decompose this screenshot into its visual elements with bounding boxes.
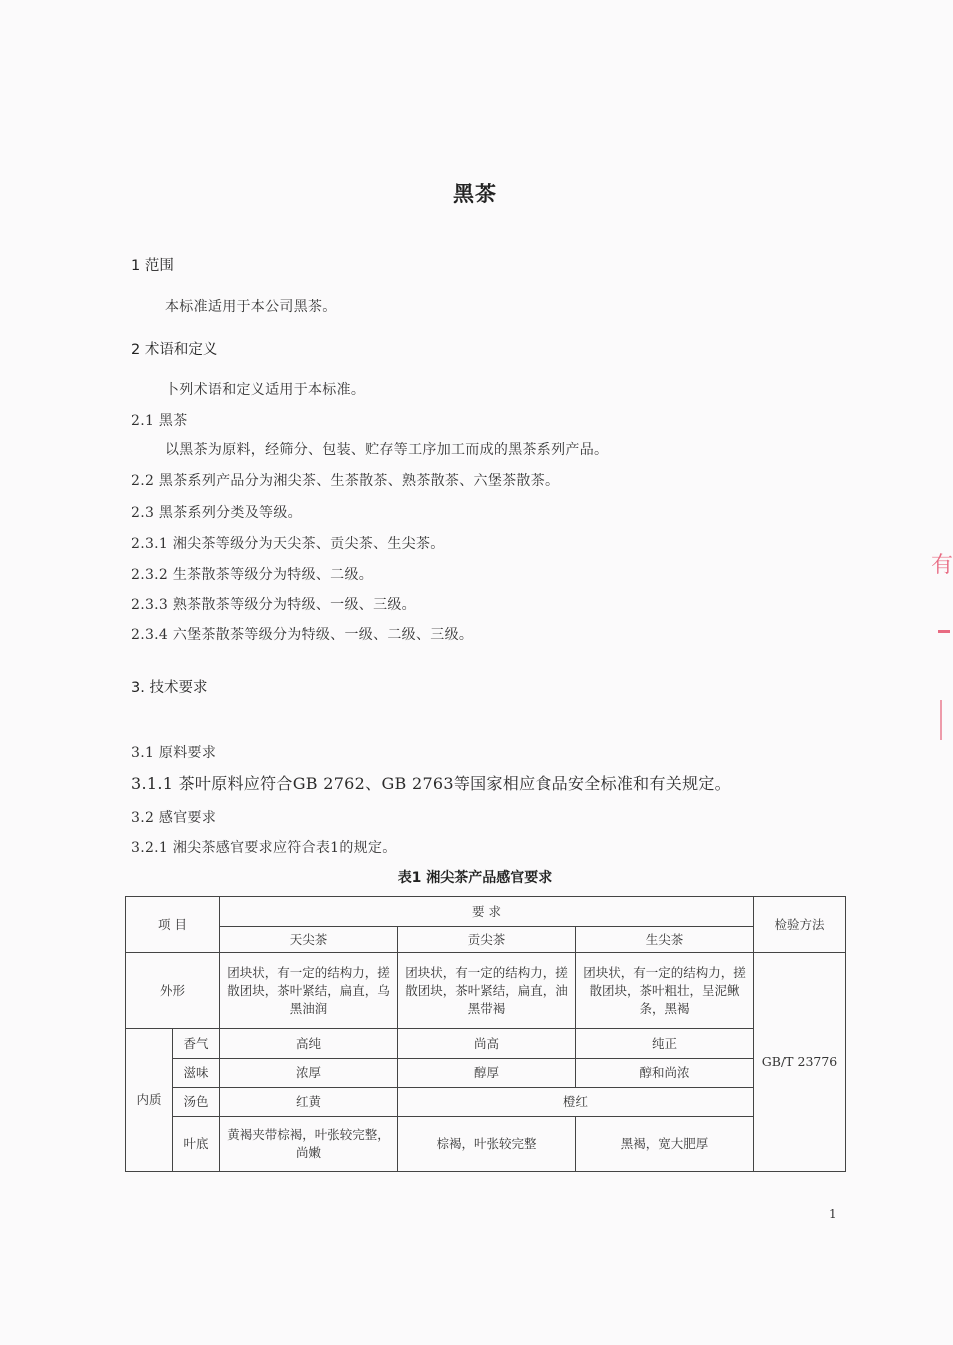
grade-tianjian: 天尖茶 [220, 927, 398, 953]
header-method: 检验方法 [754, 897, 846, 953]
appearance-gongjian: 团块状，有一定的结构力，搓散团块，茶叶紧结，扁直，油黑带褐 [398, 953, 576, 1029]
section-2-1-body: 以黑茶为原料，经筛分、包装、贮存等工序加工而成的黑茶系列产品。 [165, 442, 609, 458]
leaf-shengjian: 黑褐，宽大肥厚 [576, 1117, 754, 1172]
liquor-tianjian: 红黄 [220, 1088, 398, 1117]
section-3-1-heading: 3.1 原料要求 [131, 745, 217, 761]
appearance-shengjian: 团块状，有一定的结构力，搓散团块，茶叶粗壮，呈泥鳅条，黑褐 [576, 953, 754, 1029]
section-3-1-1: 3.1.1 茶叶原料应符合GB 2762、GB 2763等国家相应食品安全标准和有关规定。 [131, 774, 731, 793]
liquor-gongjian-shengjian: 橙红 [398, 1088, 754, 1117]
table-row-taste [126, 1059, 846, 1088]
seal-stamp-fragment: 有 [931, 553, 953, 578]
aroma-gongjian: 尚高 [398, 1029, 576, 1059]
table-row-appearance [126, 953, 846, 1029]
table-row-aroma [126, 1029, 846, 1059]
appearance-tianjian: 团块状，有一定的结构力，搓散团块，茶叶紧结，扁直，乌黑油润 [220, 953, 398, 1029]
section-2-3-1: 2.3.1 湘尖茶等级分为天尖茶、贡尖茶、生尖茶。 [131, 536, 445, 552]
section-2-3: 2.3 黑茶系列分类及等级。 [131, 505, 302, 521]
leaf-label: 叶底 [173, 1117, 220, 1172]
section-3-2-heading: 3.2 感官要求 [131, 810, 217, 826]
section-1-heading: 1 范围 [131, 258, 174, 274]
section-2-2: 2.2 黑茶系列产品分为湘尖茶、生茶散茶、熟茶散茶、六堡茶散茶。 [131, 473, 560, 489]
liquor-label: 汤色 [173, 1088, 220, 1117]
section-2-intro: 卜列术语和定义适用于本标准。 [165, 382, 366, 398]
leaf-gongjian: 棕褐，叶张较完整 [398, 1117, 576, 1172]
document-title: 黑茶 [453, 182, 497, 206]
aroma-label: 香气 [173, 1029, 220, 1059]
seal-stamp-edge [940, 700, 952, 740]
method-value: GB/T 23776 [754, 953, 846, 1172]
table-header-row [126, 897, 846, 927]
section-3-2-1: 3.2.1 湘尖茶感官要求应符合表1的规定。 [131, 840, 397, 856]
seal-stamp-mark [938, 630, 950, 633]
header-requirements: 要 求 [220, 897, 754, 927]
grade-gongjian: 贡尖茶 [398, 927, 576, 953]
section-2-3-2: 2.3.2 生茶散茶等级分为特级、二级。 [131, 567, 374, 583]
leaf-tianjian: 黄褐夹带棕褐，叶张较完整，尚嫩 [220, 1117, 398, 1172]
aroma-shengjian: 纯正 [576, 1029, 754, 1059]
aroma-tianjian: 高纯 [220, 1029, 398, 1059]
grade-shengjian: 生尖茶 [576, 927, 754, 953]
section-1-body: 本标准适用于本公司黑茶。 [165, 299, 337, 315]
table-caption: 表1 湘尖茶产品感官要求 [397, 870, 553, 886]
table-row-leaf [126, 1117, 846, 1172]
taste-label: 滋味 [173, 1059, 220, 1088]
page-number: 1 [829, 1207, 837, 1221]
table-grade-row [126, 927, 846, 953]
section-2-1-heading: 2.1 黑茶 [131, 413, 188, 429]
taste-shengjian: 醇和尚浓 [576, 1059, 754, 1088]
taste-gongjian: 醇厚 [398, 1059, 576, 1088]
sensory-requirements-table [125, 896, 846, 1172]
internal-quality-label: 内质 [126, 1029, 173, 1172]
section-3-heading: 3. 技术要求 [131, 680, 208, 696]
section-2-heading: 2 术语和定义 [131, 342, 218, 358]
section-2-3-4: 2.3.4 六堡茶散茶等级分为特级、一级、二级、三级。 [131, 627, 474, 643]
appearance-label: 外形 [126, 953, 220, 1029]
section-2-3-3: 2.3.3 熟茶散茶等级分为特级、一级、三级。 [131, 597, 416, 613]
taste-tianjian: 浓厚 [220, 1059, 398, 1088]
header-item: 项 目 [126, 897, 220, 953]
table-row-liquor [126, 1088, 846, 1117]
